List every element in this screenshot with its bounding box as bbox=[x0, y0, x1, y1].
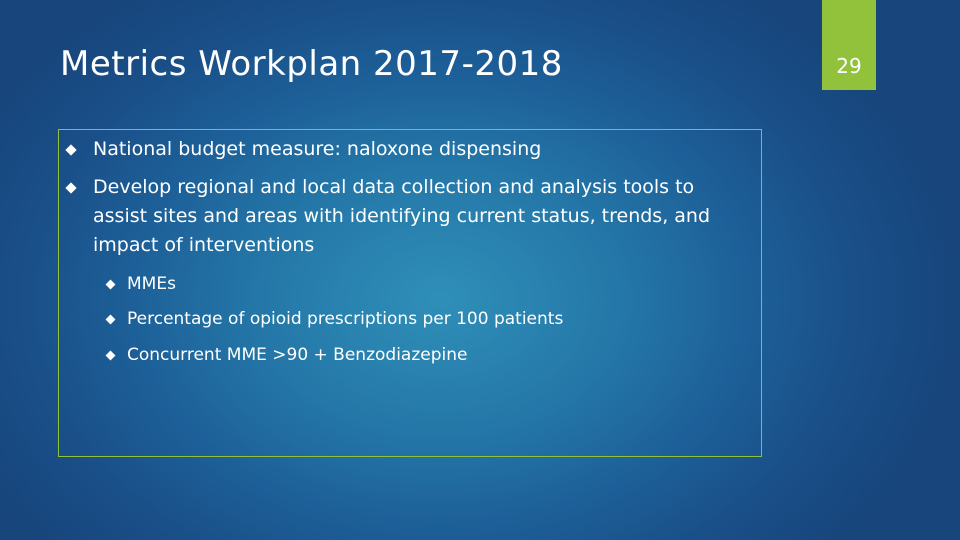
bullet-item bbox=[93, 135, 733, 164]
diamond-bullet-icon bbox=[65, 144, 76, 155]
diamond-bullet-icon bbox=[106, 351, 116, 361]
slide-title: Metrics Workplan 2017-2018 bbox=[60, 44, 563, 84]
content-placeholder[interactable] bbox=[58, 129, 762, 457]
sub-bullet-item bbox=[127, 307, 687, 331]
bullet-text: National budget measure: naloxone dispensing bbox=[93, 138, 542, 160]
sub-bullet-item bbox=[127, 343, 687, 367]
bullet-item bbox=[93, 173, 733, 260]
sub-bullet-text: Concurrent MME >90 + Benzodiazepine bbox=[127, 345, 468, 365]
diamond-bullet-icon bbox=[106, 315, 116, 325]
sub-bullet-text: Percentage of opioid prescriptions per 100 patients bbox=[127, 309, 564, 329]
page-number: 29 bbox=[836, 54, 862, 78]
bullet-text: Develop regional and local data collection and analysis tools to assist sites and areas with identifying current status, trends, and impact of interventions bbox=[93, 176, 711, 256]
sub-bullet-item bbox=[127, 272, 687, 296]
page-number-tab bbox=[822, 0, 876, 90]
diamond-bullet-icon bbox=[65, 182, 76, 193]
sub-bullet-text: MMEs bbox=[127, 274, 176, 294]
diamond-bullet-icon bbox=[106, 280, 116, 290]
